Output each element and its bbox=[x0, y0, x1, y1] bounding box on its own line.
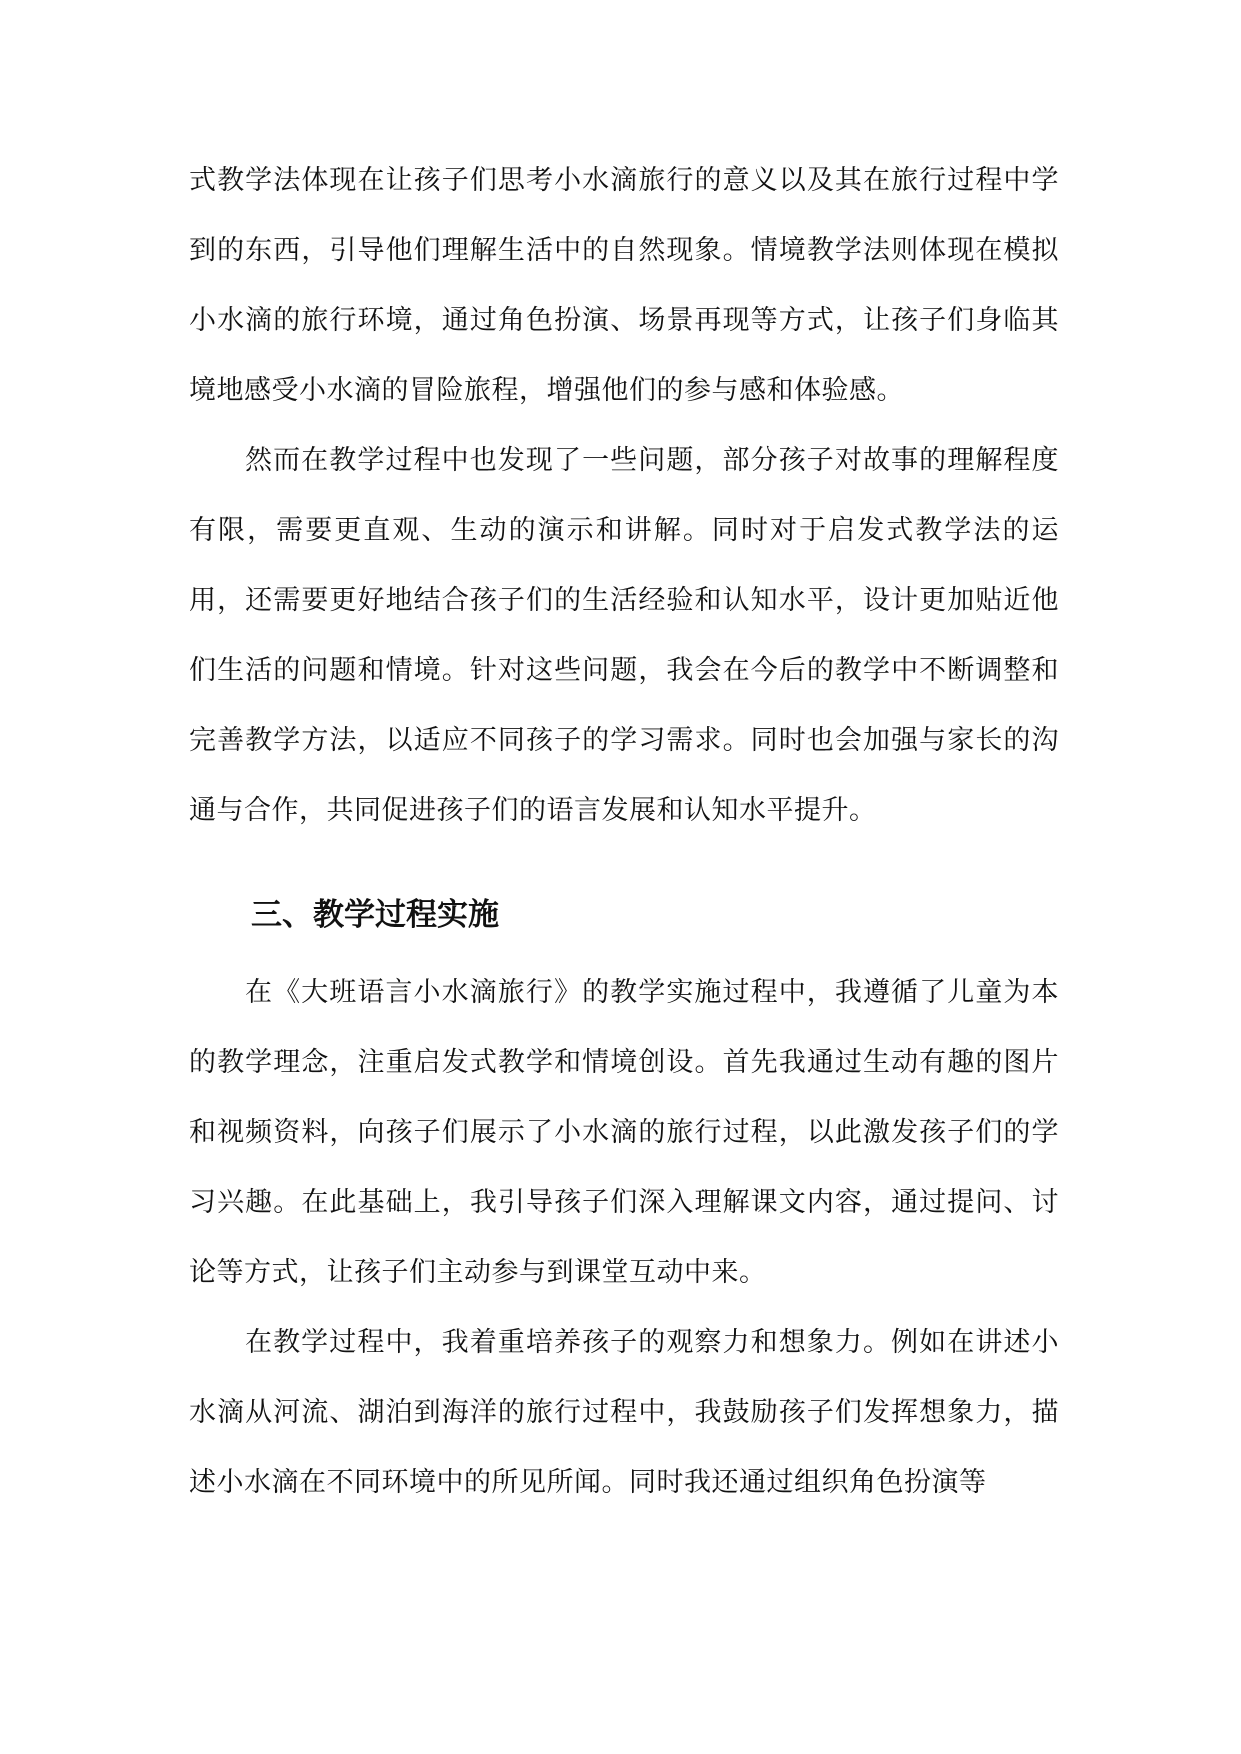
document-body bbox=[189, 146, 1059, 1518]
section-heading: 三、教学过程实施 bbox=[251, 897, 499, 933]
paragraph-problems: 然而在教学过程中也发现了一些问题，部分孩子对故事的理解程度有限，需要更直观、生动的演示和讲解。同时对于启发式教学法的运用，还需要更好地结合孩子们的生活经验和认知水平，设计更加贴近他们生活的问题和情境。针对这些问题，我会在今后的教学中不断调整和完善教学方法，以适应不同孩子的学习需求。同时也会加强与家长的沟通与合作，共同促进孩子们的语言发展和认知水平提升。 bbox=[189, 445, 1059, 826]
paragraph-continued: 式教学法体现在让孩子们思考小水滴旅行的意义以及其在旅行过程中学到的东西，引导他们理解生活中的自然现象。情境教学法则体现在模拟小水滴的旅行环境，通过角色扮演、场景再现等方式，让孩子们身临其境地感受小水滴的冒险旅程，增强他们的参与感和体验感。 bbox=[189, 165, 1059, 406]
paragraph-observation: 在教学过程中，我着重培养孩子的观察力和想象力。例如在讲述小水滴从河流、湖泊到海洋的旅行过程中，我鼓励孩子们发挥想象力，描述小水滴在不同环境中的所见所闻。同时我还通过组织角色扮演等 bbox=[189, 1327, 1059, 1498]
paragraph-implementation: 在《大班语言小水滴旅行》的教学实施过程中，我遵循了儿童为本的教学理念，注重启发式教学和情境创设。首先我通过生动有趣的图片和视频资料，向孩子们展示了小水滴的旅行过程，以此激发孩子们的学习兴趣。在此基础上，我引导孩子们深入理解课文内容，通过提问、讨论等方式，让孩子们主动参与到课堂互动中来。 bbox=[189, 977, 1059, 1288]
